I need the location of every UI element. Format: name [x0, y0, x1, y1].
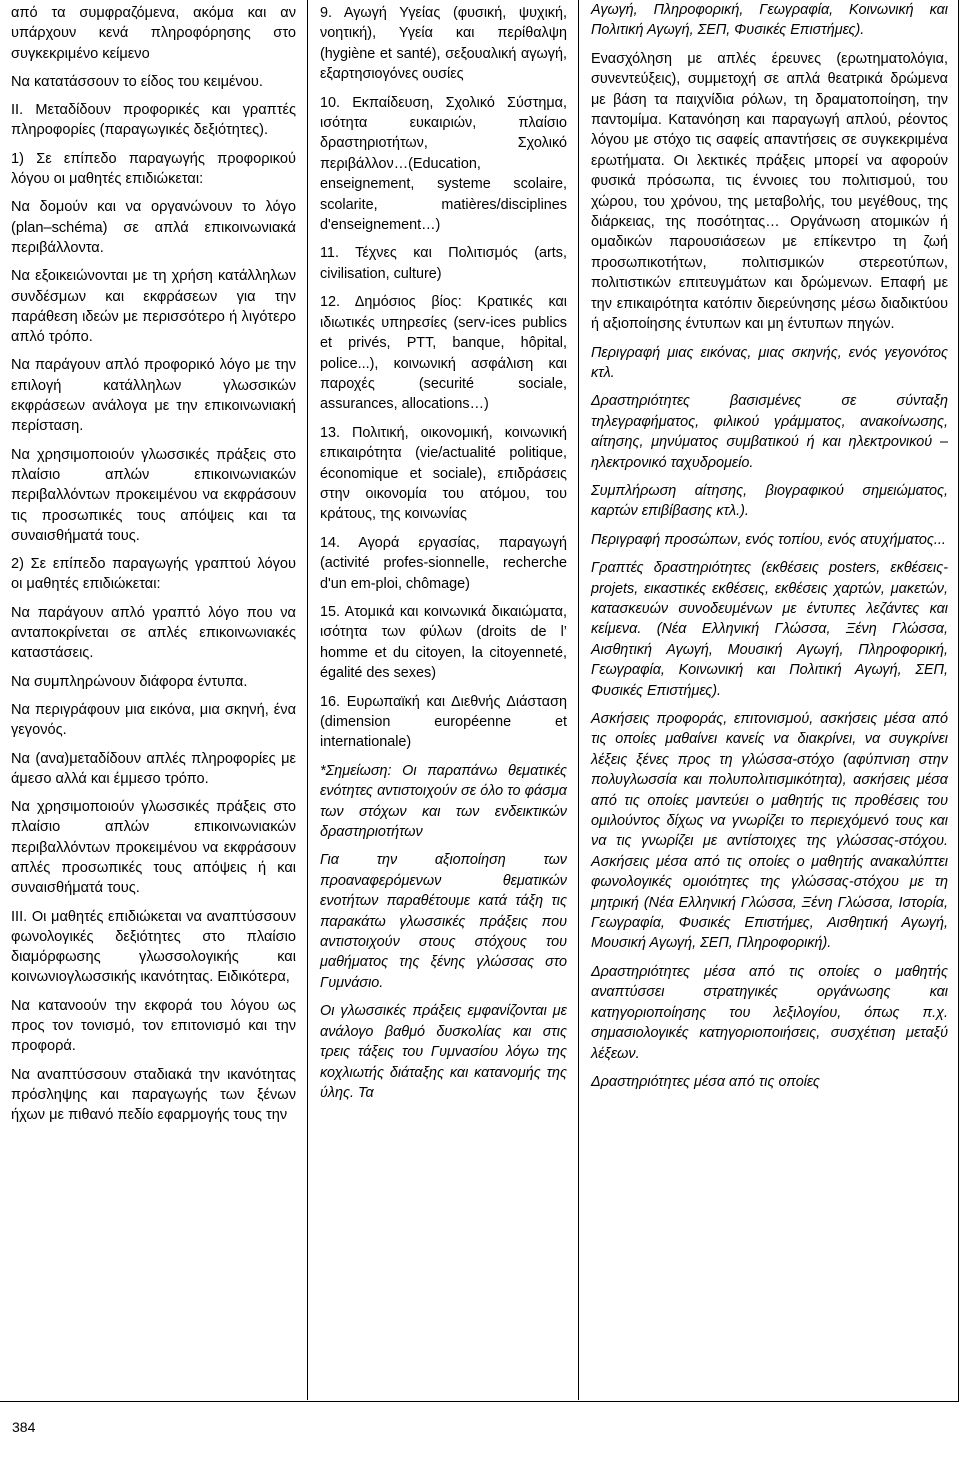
- paragraph: από τα συμφραζόμενα, ακόμα και αν υπάρχουν κενά πληροφόρησης στο συγκεκριμένο κείμενο: [11, 5, 296, 62]
- paragraph: 12. Δημόσιος βίος: Κρατικές και ιδιωτικές υπηρεσίες (serv-ices publics et privés, PTT, banque, hôpital, police...), κοινωνική ασφάλιση και παροχές (securité sociale, assurances, allocations…): [320, 294, 567, 413]
- paragraph: 13. Πολιτική, οικονομική, κοινωνική επικαιρότητα (vie/actualité politique, économique et sociale), επιδράσεις στην οικονομία του ατόμου, του κράτους, της κοινωνίας: [320, 424, 567, 523]
- paragraph: 2) Σε επίπεδο παραγωγής γραπτού λόγου οι μαθητές επιδιώκεται:: [11, 556, 296, 593]
- column-middle: [307, 0, 577, 1400]
- paragraph: Να κατατάσσουν το είδος του κειμένου.: [11, 73, 263, 90]
- paragraph: 11. Τέχνες και Πολιτισμός (arts, civilisation, culture): [320, 245, 567, 282]
- paragraph: Να (ανα)μεταδίδουν απλές πληροφορίες με άμεσο αλλά και έμμεσο τρόπο.: [11, 750, 296, 787]
- paragraph: Αγωγή, Πληροφορική, Γεωγραφία, Κοινωνική και Πολιτική Αγωγή, ΣΕΠ, Φυσικές Επιστήμες).: [591, 2, 948, 39]
- note-paragraph: *Σημείωση: Οι παραπάνω θεματικές ενότητες αντιστοιχούν σε όλο το φάσμα των στόχων και των ενδεικτικών δραστηριοτήτων: [320, 762, 567, 841]
- paragraph: 9. Αγωγή Υγείας (φυσική, ψυχική, νοητική), Υγεία και περίθαλψη (hygiène et santé), σεξουαλική αγωγή, εξαρτησιογόνες ουσίες: [320, 5, 567, 83]
- paragraph: 10. Εκπαίδευση, Σχολικό Σύστημα, ισότητα ευκαιριών, πλαίσιο δραστηριοτήτων, Σχολικό περιβάλλον…(Education, enseignement, systeme scolaire, scolarite, matières/disciplines d'enseignement…): [320, 94, 567, 234]
- column-left: [0, 0, 306, 1400]
- paragraph: 1) Σε επίπεδο παραγωγής προφορικού λόγου οι μαθητές επιδιώκεται:: [11, 150, 296, 188]
- paragraph: Να χρησιμοποιούν γλωσσικές πράξεις στο πλαίσιο απλών επικοινωνιακών περιβαλλόντων προκειμένου να εκφράσουν απλές προσωπικές τους απόψεις ή και συναισθήματά τους.: [11, 799, 296, 897]
- paragraph: Να συμπληρώνουν διάφορα έντυπα.: [11, 673, 248, 690]
- paragraph: Για την αξιοποίηση των προαναφερόμενων θεματικών ενοτήτων παραθέτουμε κατά τάξη τις παρακάτω γλωσσικές πράξεις που αντιστοιχούν στους στόχους του μαθήματος της ξένης γλώσσας στο Γυμνάσιο.: [320, 852, 567, 991]
- paragraph: Συμπλήρωση αίτησης, βιογραφικού σημειώματος, καρτών επιβίβασης κτλ.).: [591, 482, 948, 520]
- paragraph: Να παράγουν απλό προφορικό λόγο με την επιλογή κατάλληλων γλωσσικών εκφράσεων ανάλογα με την επικοινωνιακή περίσταση.: [11, 357, 296, 435]
- paragraph: Ασκήσεις προφοράς, επιτονισμού, ασκήσεις μέσα από τις οποίες μαθαίνει κανείς να διακρίνει, να συγκρίνει λέξεις ξένες προς τη γλώσσα-στόχο (αφύπνιση στην πολυγλωσσία και πολυπολιτισμικότητα), ασκήσεις μέσα από τις οποίες μαντεύει ο μαθητής τις προθέσεις του ομιλούντος δίχως να γνωρίζει το περιεχόμενό τους και να τις γνωρίζει με αντίστοιχες της γλώσσας-στόχου. Ασκήσεις μέσα από τις οποίες ο μαθητής ανακαλύπτει φωνολογικές ομοιότητες της γλώσσας-στόχου με τη μητρική (Νέα Ελληνική Γλώσσα, Ξένη Γλώσσα, Ιστορία, Γεωγραφία, Φυσικές Επιστήμες, Αισθητική Αγωγή, Μουσική Αγωγή, ΣΕΠ, Πληροφορική).: [591, 711, 948, 952]
- paragraph: 15. Ατομικά και κοινωνικά δικαιώματα, ισότητα των φύλων (droits de l’ homme et du citoyen, la citoyenneté, égalité des sexes): [320, 603, 567, 682]
- paragraph: Δραστηριότητες μέσα από τις οποίες ο μαθητής αναπτύσσει στρατηγικές οργάνωσης και κατηγοριοποίησης του λεξιλογίου, όπως π.χ. σημασιολογικές κατηγοριοποιήσεις, συσχέτιση μεταξύ λέξεων.: [591, 963, 948, 1062]
- paragraph: II. Μεταδίδουν προφορικές και γραπτές πληροφορίες (παραγωγικές δεξιότητες).: [11, 102, 296, 139]
- paragraph: Ενασχόληση με απλές έρευνες (ερωτηματολόγια, συνεντεύξεις), συμμετοχή σε απλά θεατρικά δρώμενα με βάση τα παιχνίδια ρόλων, τη δραματοποίηση, την παντομίμα. Κατανόηση και παραγωγή απλού, ρέοντος λόγου με στόχο τις σαφείς απαντήσεις σε συγκεκριμένα ερωτήματα. Οι λεκτικές πράξεις μπορεί να αφορούν φυσικά πρόσωπα, τις έννοιες του πολιτισμού, του χώρου, του χρόνου, της μεταβολής, του μεγέθους, της διάρκειας, της ποσότητας… Οργάνωση ατομικών ή ομαδικών παρουσιάσεων με επίκεντρο τη ζωή προσωπικοτήτων, πολιτισμικών στερεοτύπων, πολιτιστικών επιτευγμάτων και δρώμενων. Επαφή με την επικαιρότητα κατόπιν διερεύνησης μέσω διαδικτύου ή αξιοποίησης έντυπων και μη έντυπων πηγών.: [591, 50, 948, 333]
- paragraph: Να περιγράφουν μια εικόνα, μια σκηνή, ένα γεγονός.: [11, 701, 296, 739]
- column-right: [578, 0, 958, 1400]
- paragraph: Περιγραφή μιας εικόνας, μιας σκηνής, ενός γεγονότος κτλ.: [591, 344, 948, 381]
- paragraph: 16. Ευρωπαϊκή και Διεθνής Διάσταση (dimension européenne et internationale): [320, 693, 567, 751]
- paragraph: 14. Αγορά εργασίας, παραγωγή (activité profes-sionnelle, recherche d'un em-ploi, chômage): [320, 534, 567, 592]
- paragraph: Να παράγουν απλό γραπτό λόγο που να ανταποκρίνεται σε απλές επικοινωνιακές καταστάσεις.: [11, 604, 296, 662]
- paragraph: Δραστηριότητες μέσα από τις οποίες: [591, 1073, 820, 1090]
- paragraph: Να δομούν και να οργανώνουν το λόγο (plan–schéma) σε απλά επικοινωνιακά περιβάλλοντα.: [11, 199, 296, 256]
- paragraph: Να χρησιμοποιούν γλωσσικές πράξεις στο πλαίσιο απλών επικοινωνιακών περιβαλλόντων προκειμένου να εκφράσουν τις προσωπικές τους απόψεις και τα συναισθήματά τους.: [11, 446, 296, 544]
- page-number: 384: [12, 1419, 36, 1435]
- paragraph: Να κατανοούν την εκφορά του λόγου ως προς τον τονισμό, τον επιτονισμό και την προφορά.: [11, 997, 296, 1055]
- paragraph: Γραπτές δραστηριότητες (εκθέσεις posters, εκθέσεις-projets, εικαστικές εκθέσεις, εκθέσεις χαρτών, μακετών, κατασκευών συνοδευμένων με έντυπες λεζάντες και κείμενα. (Νέα Ελληνική Γλώσσα, Ξένη Γλώσσα, Αισθητική Αγωγή, Μουσική Αγωγή, Πληροφορική, Γεωγραφία, Κοινωνική και Πολιτική Αγωγή, ΣΕΠ, Φυσικές Επιστήμες).: [591, 560, 948, 699]
- paragraph: Να εξοικειώνονται με τη χρήση κατάλληλων συνδέσμων και εκφράσεων για την παράθεση ιδεών με περισσότερο ή λιγότερο απλό τρόπο.: [11, 268, 296, 346]
- paragraph: Να αναπτύσσουν σταδιακά την ικανότητας πρόσληψης και παραγωγής των ξένων ήχων με πιθανό πεδίο εφαρμογής τους την: [11, 1066, 296, 1124]
- paragraph: Οι γλωσσικές πράξεις εμφανίζονται με ανάλογο βαθμό δυσκολίας και στις τρεις τάξεις του Γυμνασίου λόγω της κοχλιωτής διάταξης και κατανομής της ύλης. Τα: [320, 1003, 567, 1101]
- paragraph: III. Οι μαθητές επιδιώκεται να αναπτύσσουν φωνολογικές δεξιότητες στο πλαίσιο διαμόρφωσης γλωσσολογικής και κοινωνιογλωσσικής ικανότητας. Ειδικότερα,: [11, 908, 296, 986]
- paragraph: Περιγραφή προσώπων, ενός τοπίου, ενός ατυχήματος...: [591, 531, 946, 548]
- paragraph: Δραστηριότητες βασισμένες σε σύνταξη τηλεγραφήματος, φιλικού γράμματος, ανακοίνωσης, αίτησης, μηνύματος συμβατικού ή και ηλεκτρονικού – ηλεκτρονικό ταχυδρομείο.: [591, 393, 948, 471]
